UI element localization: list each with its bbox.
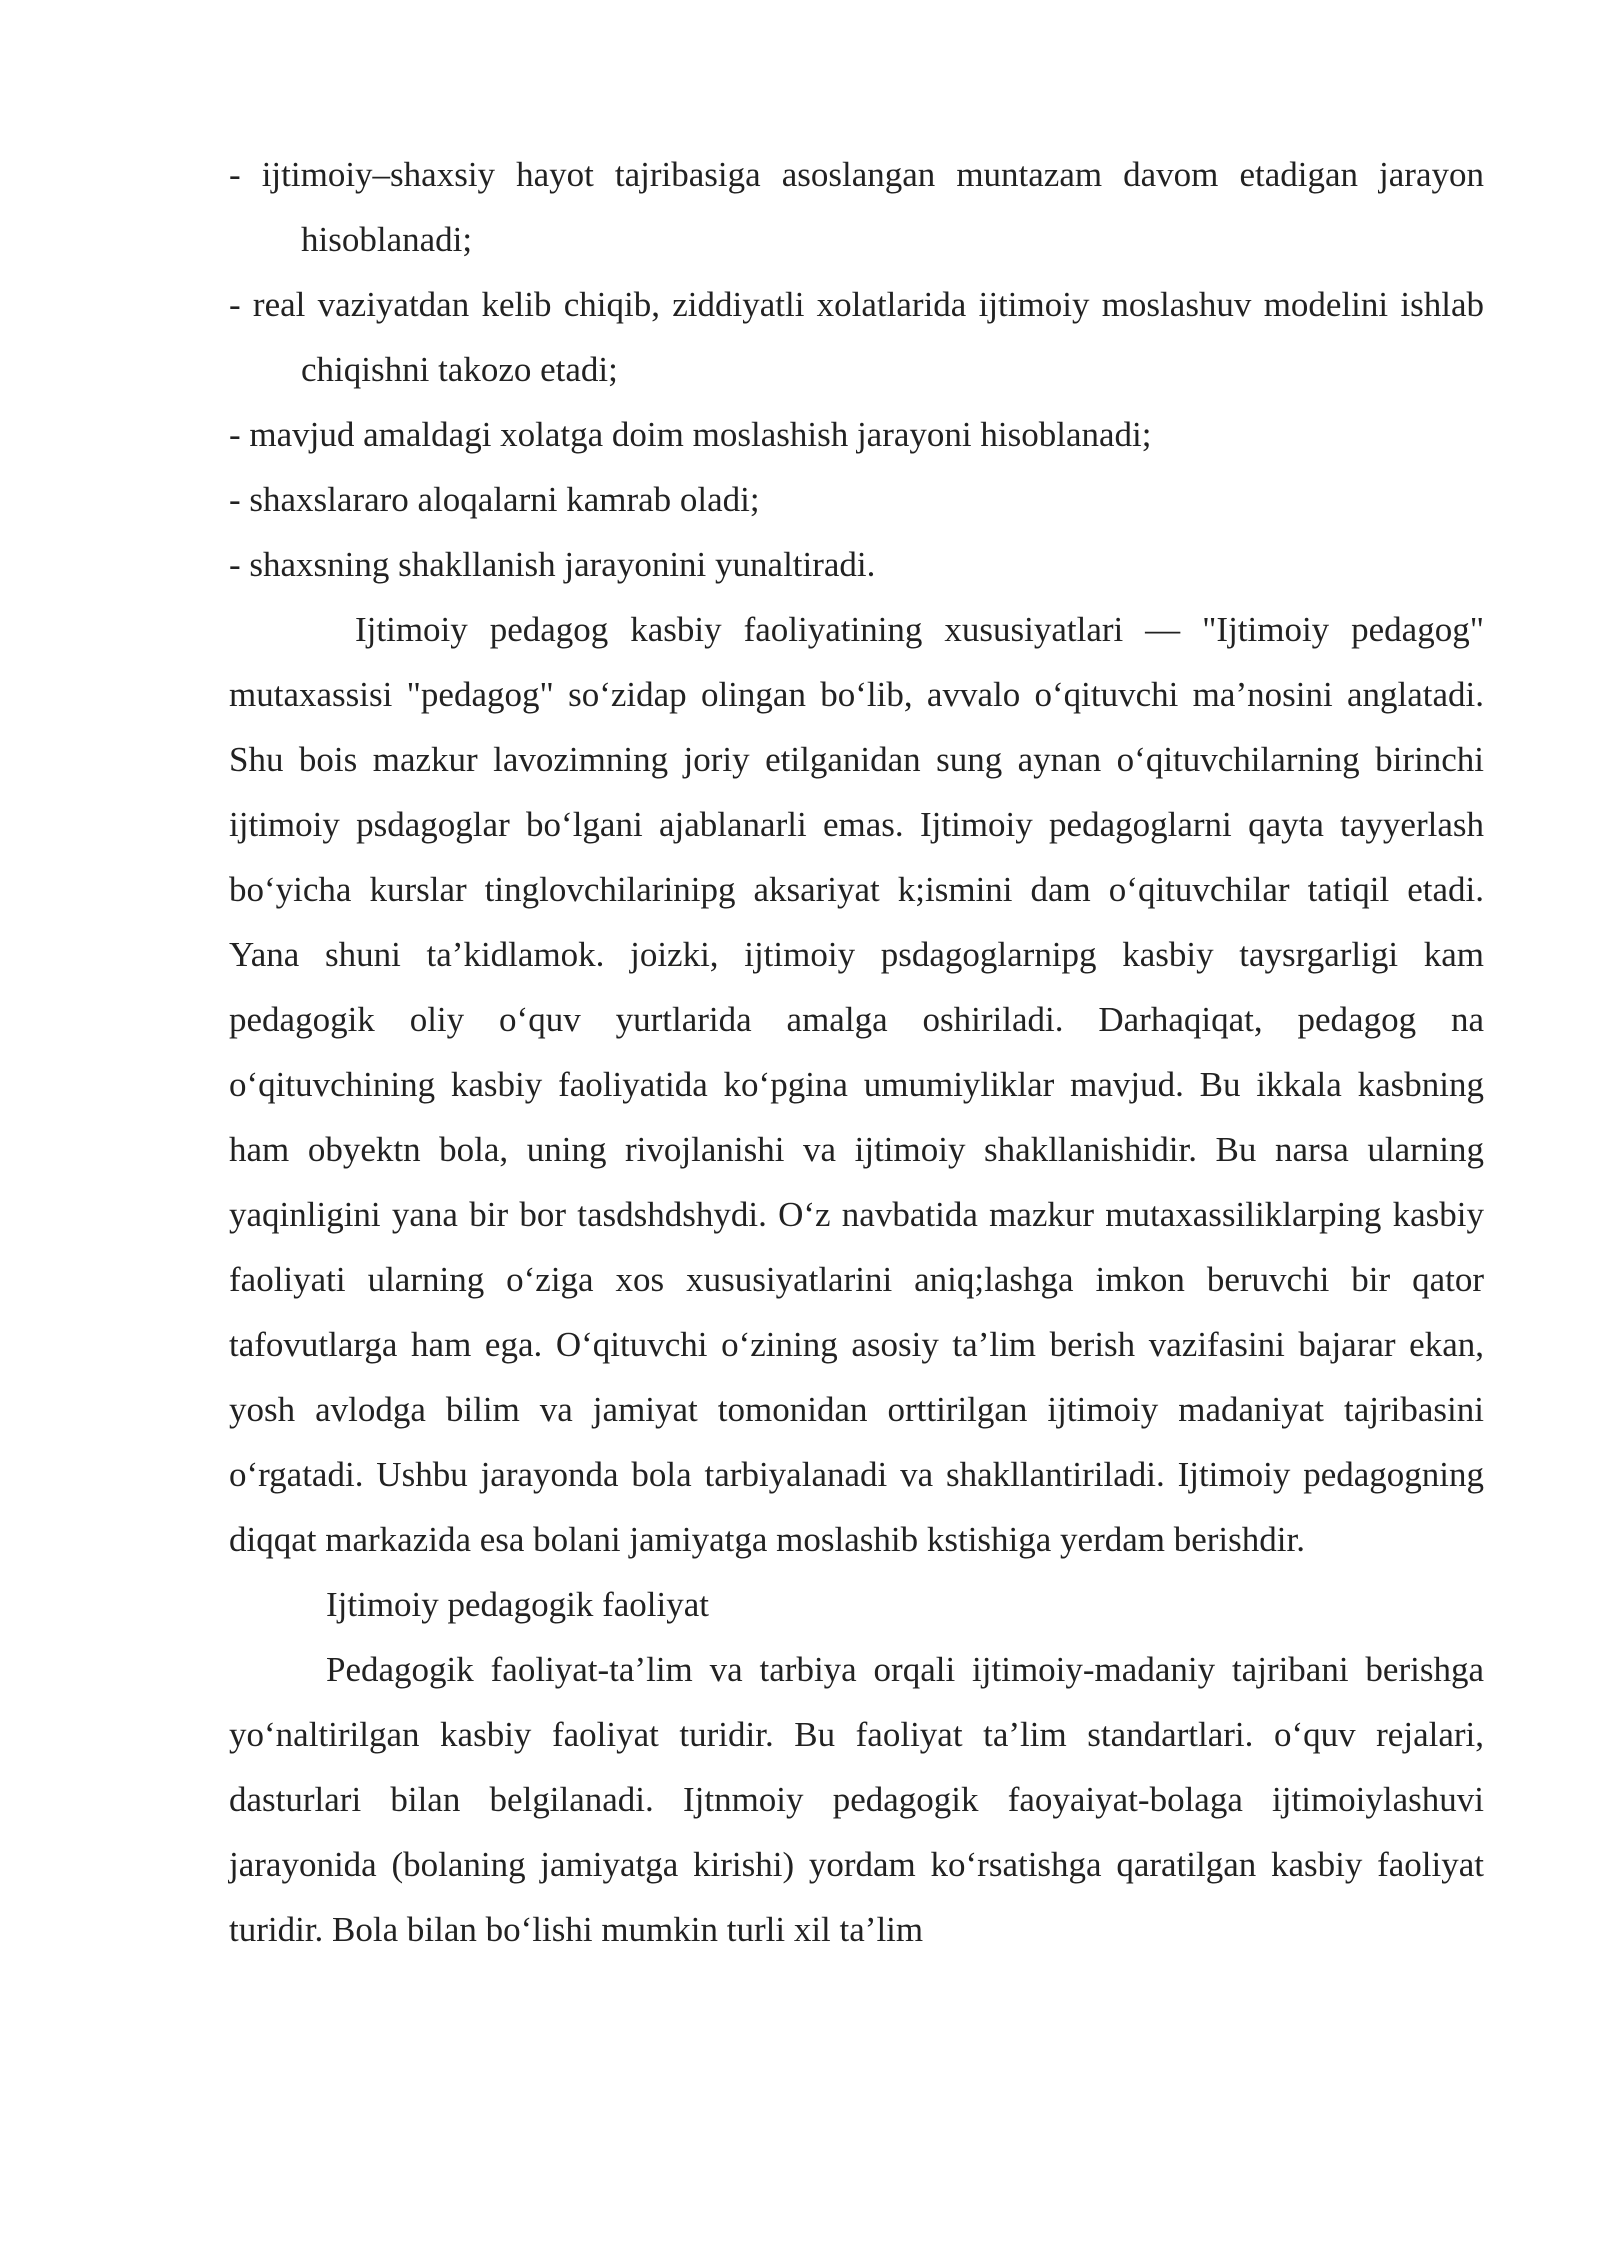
list-item: - real vaziyatdan kelib chiqib, ziddiyatli xolatlarida ijtimoiy moslashuv modelini ishlab chiqishni takozo etadi; [229, 285, 1484, 389]
list-item: - shaxslararo aloqalarni kamrab oladi; [229, 480, 760, 519]
list-item: - mavjud amaldagi xolatga doim moslashish jarayoni hisoblanadi; [229, 415, 1152, 454]
list-item: - ijtimoiy–shaxsiy hayot tajribasiga asoslangan muntazam davom etadigan jarayon hisoblanadi; [229, 155, 1484, 259]
list-item: - shaxsning shakllanish jarayonini yunaltiradi. [229, 545, 876, 584]
body-paragraph: Ijtimoiy pedagog kasbiy faoliyatining xususiyatlari — "Ijtimoiy pedagog" mutaxassisi "pedagog" so‘zidap olingan bo‘lib, avvalo o‘qituvchi ma’nosini anglatadi. Shu bois mazkur lavozimning joriy etilganidan sung aynan o‘qituvchilarning birinchi ijtimoiy psdagoglar bo‘lgani ajablanarli emas. Ijtimoiy pedagoglarni qayta tayyerlash bo‘yicha kurslar tinglovchilarinipg aksariyat k;ismini dam o‘qituvchilar tatiqil etadi. Yana shuni ta’kidlamok. joizki, ijtimoiy psdagoglarnipg kasbiy taysrgarligi kam pedagogik oliy o‘quv yurtlarida amalga oshiriladi. Darhaqiqat, pedagog na o‘qituvchining kasbiy faoliyatida ko‘pgina umumiyliklar mavjud. Bu ikkala kasbning ham obyektn bola, uning rivojlanishi va ijtimoiy shakllanishidir. Bu narsa ularning yaqinligini yana bir bor tasdshdshydi. O‘z navbatida mazkur mutaxassiliklarping kasbiy faoliyati ularning o‘ziga xos xususiyatlarini aniq;lashga imkon beruvchi bir qator tafovutlarga ham ega. O‘qituvchi o‘zining asosiy ta’lim berish vazifasini bajarar ekan, yosh avlodga bilim va jamiyat tomonidan orttirilgan ijtimoiy madaniyat tajribasini o‘rgatadi. Ushbu jarayonda bola tarbiyalanadi va shakllantiriladi. Ijtimoiy pedagogning diqqat markazida esa bolani jamiyatga moslashib kstishiga yerdam berishdir. [229, 610, 1484, 1559]
body-paragraph: Pedagogik faoliyat-ta’lim va tarbiya orqali ijtimoiy-madaniy tajribani berishga yo‘naltirilgan kasbiy faoliyat turidir. Bu faoliyat ta’lim standartlari. o‘quv rejalari, dasturlari bilan belgilanadi. Ijtnmoiy pedagogik faoyaiyat-bolaga ijtimoiylashuvi jarayonida (bolaning jamiyatga kirishi) yordam ko‘rsatishga qaratilgan kasbiy faoliyat turidir. Bola bilan bo‘lishi mumkin turli xil ta’lim [229, 1650, 1484, 1949]
section-heading: Ijtimoiy pedagogik faoliyat [326, 1585, 709, 1624]
document-page [229, 142, 1484, 1962]
